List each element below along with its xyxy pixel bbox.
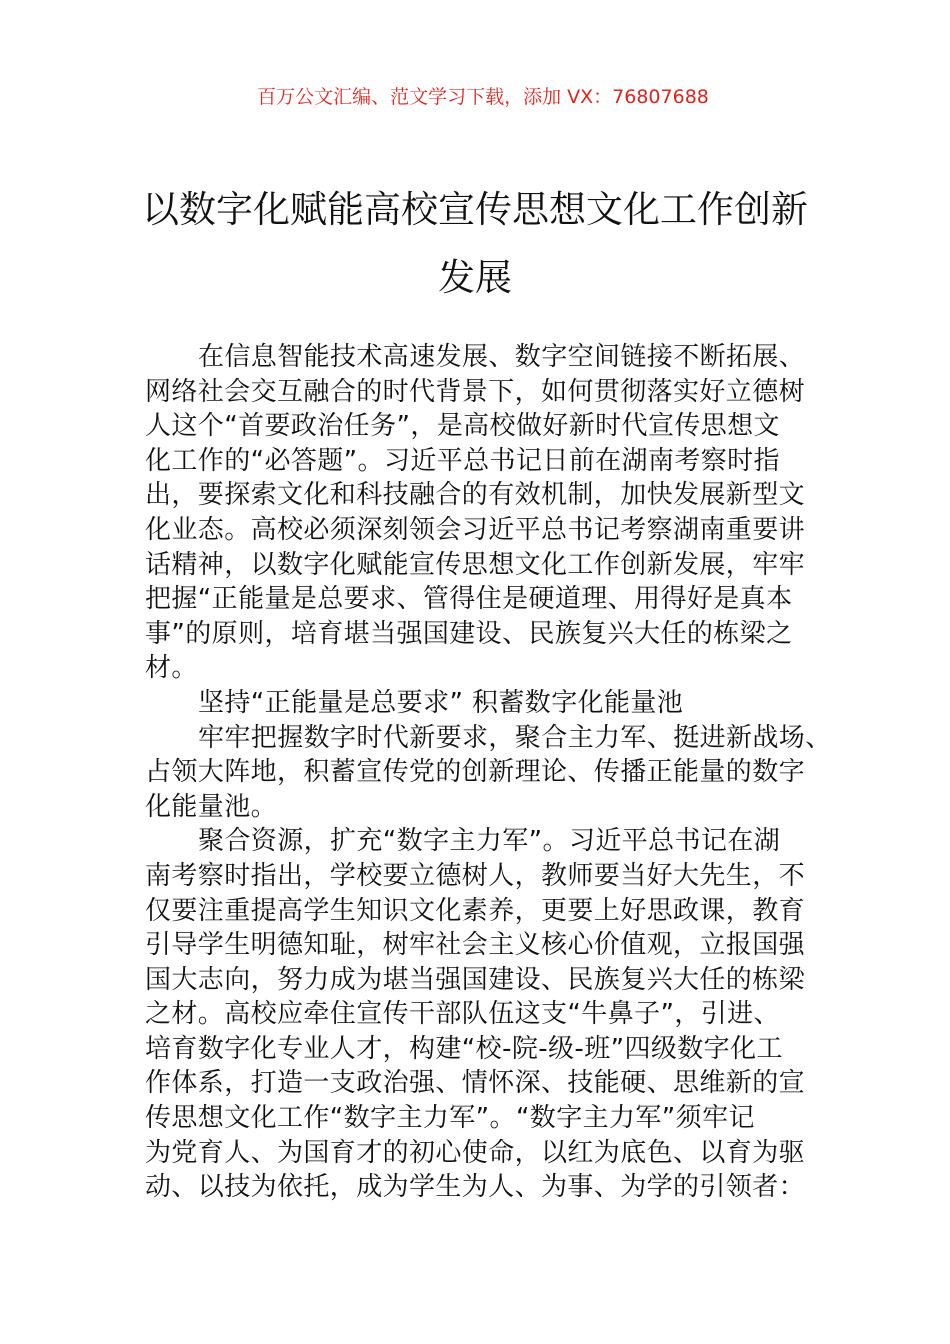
- text-line: 事”的原则，培育堪当强国建设、民族复兴大任的栋梁之: [145, 618, 793, 649]
- watermark-header: 百万公文汇编、范文学习下载，添加 VX：76807688: [257, 86, 709, 108]
- text-line: 材。: [145, 653, 198, 684]
- text-line: 之材。高校应牵住宣传干部队伍这支“牛鼻子”，引进、: [145, 999, 780, 1030]
- text-line: 化能量池。: [145, 791, 278, 822]
- text-line: 南考察时指出，学校要立德树人，教师要当好大先生，不: [145, 860, 806, 891]
- section-heading: [145, 686, 825, 721]
- document-title: [0, 176, 950, 312]
- paragraph: [145, 340, 825, 686]
- text-line: 聚合资源，扩充“数字主力军”。习近平总书记在湖: [198, 826, 781, 857]
- paragraph: [145, 721, 832, 825]
- text-line: 坚持“正能量是总要求” 积蓄数字化能量池: [198, 687, 684, 718]
- text-line: 人这个“首要政治任务”，是高校做好新时代宣传思想文: [145, 411, 780, 442]
- text-line: 牢牢把握数字时代新要求，聚合主力军、挺进新战场、: [198, 722, 832, 753]
- text-line: 作体系，打造一支政治强、情怀深、技能硬、思维新的宣: [145, 1068, 806, 1099]
- text-line: 化工作的“必答题”。习近平总书记日前在湖南考察时指: [145, 445, 780, 476]
- text-line: 网络社会交互融合的时代背景下，如何贯彻落实好立德树: [145, 376, 806, 407]
- text-line: 占领大阵地，积蓄宣传党的创新理论、传播正能量的数字: [145, 757, 806, 788]
- paragraph: [145, 824, 825, 1205]
- text-line: 动、以技为依托，成为学生为人、为事、为学的引领者：: [145, 1172, 806, 1203]
- text-line: 仅要注重提高学生知识文化素养，更要上好思政课，教育: [145, 895, 806, 926]
- title-line-1: 以数字化赋能高校宣传思想文化工作创新: [142, 188, 808, 231]
- text-line: 培育数字化专业人才，构建“校-院-级-班”四级数字化工: [145, 1033, 783, 1064]
- text-line: 国大志向，努力成为堪当强国建设、民族复兴大任的栋梁: [145, 964, 806, 995]
- document-body: [145, 340, 832, 1205]
- text-line: 化业态。高校必须深刻领会习近平总书记考察湖南重要讲: [145, 514, 806, 545]
- text-line: 把握“正能量是总要求、管得住是硬道理、用得好是真本: [145, 584, 793, 615]
- text-line: 传思想文化工作“数字主力军”。“数字主力军”须牢记: [145, 1103, 755, 1134]
- title-line-2: 发展: [438, 256, 512, 299]
- text-line: 出，要探索文化和科技融合的有效机制，加快发展新型文: [145, 480, 806, 511]
- text-line: 在信息智能技术高速发展、数字空间链接不断拓展、: [198, 342, 806, 372]
- text-line: 话精神，以数字化赋能宣传思想文化工作创新发展，牢牢: [145, 549, 806, 580]
- text-line: 为党育人、为国育才的初心使命，以红为底色、以育为驱: [145, 1137, 806, 1168]
- text-line: 引导学生明德知耻，树牢社会主义核心价值观，立报国强: [145, 930, 806, 961]
